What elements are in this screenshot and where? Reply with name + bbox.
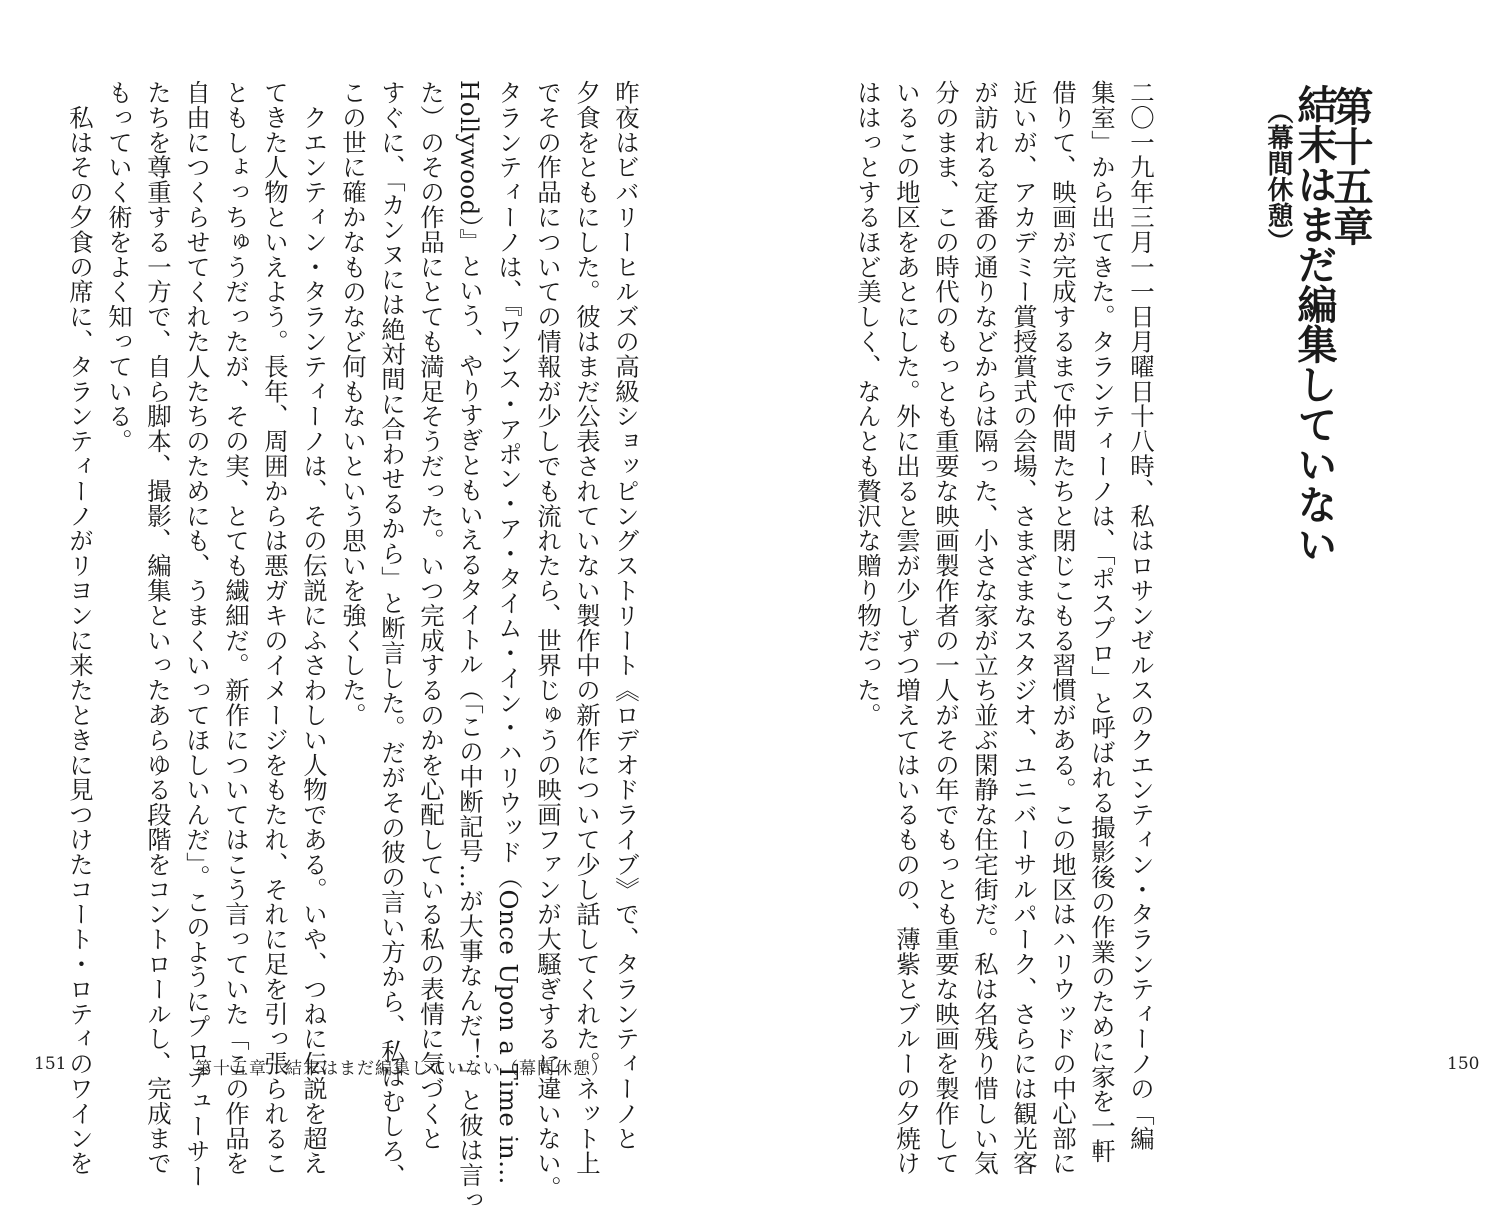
text-column: 昨夜はビバリーヒルズの高級ショッピングストリート《ロデオドライブ》で、タランティーノと <box>611 80 640 1151</box>
text-column: クエンティン・タランティーノは、その伝説にふさわしい人物である。いや、つねに伝説を超え <box>299 80 328 1176</box>
text-column: 集室」から出てきた。タランティーノは、「ポスプロ」と呼ばれる撮影後の作業のために家を一軒 <box>1087 80 1116 1164</box>
right-page-body <box>848 80 1160 1176</box>
chapter-title: 結末はまだ編集していない <box>1291 84 1338 564</box>
text-column: でその作品についての情報が少しでも流れたら、世界じゅうの映画ファンが大騒ぎするに違いない。 <box>533 80 562 1201</box>
text-column: タランティーノは、『ワンス・アポン・ア・タイム・イン・ハリウッド（Once Upon a Time in… <box>494 80 523 1185</box>
text-column: た）のその作品にとても満足そうだった。いつ完成するのかを心配している私の表情に気づくと <box>416 80 445 1151</box>
text-column: Hollywood）』という、やりすぎともいえるタイトル（「この中断記号…が大事なんだ！」と彼は言っ <box>455 80 484 1212</box>
chapter-number: 第十五章 <box>1327 86 1374 246</box>
text-column: たちを尊重する一方で、自ら脚本、撮影、編集といったあらゆる段階をコントロールし、完成まで <box>143 80 172 1176</box>
text-column: 私はその夕食の席に、タランティーノがリヨンに来たときに見つけたコート・ロティのワインを <box>65 80 94 1176</box>
text-column: ははっとするほど美しく、なんとも贅沢な贈り物だった。 <box>853 80 882 728</box>
text-column: が訪れる定番の通りなどからは隔った、小さな家が立ち並ぶ閑静な住宅街だ。私は名残り惜しい気 <box>970 80 999 1176</box>
text-column: 借りて、映画が完成するまで仲間たちと閉じこもる習慣がある。この地区はハリウッドの中心部に <box>1048 80 1077 1176</box>
text-column: ともしょっちゅうだったが、その実、とても繊細だ。新作についてはこう言っていた「この作品を <box>221 80 250 1176</box>
chapter-subtitle: （幕間休憩） <box>1263 98 1293 254</box>
text-column: 自由につくらせてくれた人たちのためにも、うまくいってほしいんだ」。このようにプロデューサー <box>182 80 211 1189</box>
text-column: すぐに、「カンヌには絶対間に合わせるから」と断言した。だがその彼の言い方から、私はむしろ、 <box>377 80 406 1189</box>
chapter-heading <box>1260 84 1374 564</box>
text-column: この世に確かなものなど何もないという思いを強くした。 <box>338 80 367 728</box>
text-column: もっていく術をよく知っている。 <box>104 80 133 454</box>
text-column: てきた人物といえよう。長年、周囲からは悪ガキのイメージをもたれ、それに足を引っ張られるこ <box>260 80 289 1176</box>
text-column: いるこの地区をあとにした。外に出ると雲が少しずつ増えてはいるものの、薄紫とブルーの夕焼け <box>892 80 921 1176</box>
text-column: 二〇一九年三月一一日月曜日十八時、私はロサンゼルスのクエンティン・タランティーノの「編 <box>1126 80 1155 1151</box>
text-column: 分のまま、この時代のもっとも重要な映画製作者の一人がその年でもっとも重要な映画を製作して <box>931 80 960 1176</box>
text-column: 夕食をともにした。彼はまだ公表されていない製作中の新作について少し話してくれた。ネット上 <box>572 80 601 1176</box>
running-head: 第十五章 結末はまだ編集していない（幕間休憩） <box>195 1059 609 1079</box>
page-number-right: 150 <box>1447 1054 1480 1074</box>
text-column: 近いが、アカデミー賞授賞式の会場、さまざまなスタジオ、ユニバーサルパーク、さらには観光客 <box>1009 80 1038 1176</box>
page-number-left: 151 <box>34 1054 67 1074</box>
